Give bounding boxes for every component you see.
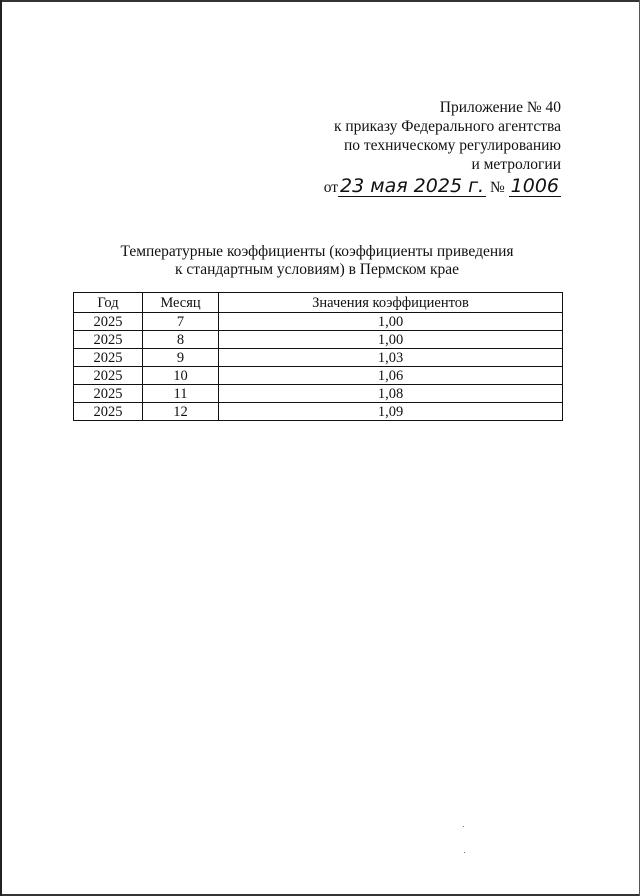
title-line-1: Температурные коэффициенты (коэффициенты приведения (120, 243, 514, 260)
cell-year: 2025 (74, 385, 143, 403)
header-month: Месяц (143, 293, 219, 313)
agency-name-line-end: и метрологии (471, 156, 561, 173)
scan-speck (463, 826, 464, 827)
table-header-row (74, 293, 563, 313)
cell-month: 8 (143, 331, 219, 349)
cell-month: 7 (143, 313, 219, 331)
order-date-prefix: от (323, 179, 339, 196)
table-row (74, 349, 563, 367)
cell-year: 2025 (74, 331, 143, 349)
order-reference: к приказу Федерального агентства (333, 118, 561, 135)
cell-month: 11 (143, 385, 219, 403)
cell-year: 2025 (74, 349, 143, 367)
cell-coefficient: 1,08 (219, 385, 563, 403)
order-number-label: № (489, 179, 505, 196)
cell-coefficient: 1,00 (219, 331, 563, 349)
table-row (74, 403, 563, 421)
table-row (74, 385, 563, 403)
appendix-header (324, 98, 561, 197)
agency-name-line: по техническому регулированию (343, 137, 561, 154)
header-coefficient-values: Значения коэффициентов (219, 293, 563, 313)
cell-year: 2025 (74, 313, 143, 331)
cell-year: 2025 (74, 403, 143, 421)
cell-month: 12 (143, 403, 219, 421)
cell-coefficient: 1,06 (219, 367, 563, 385)
cell-coefficient: 1,09 (219, 403, 563, 421)
title-line-2: к стандартным условиям) в Пермском крае (175, 261, 459, 278)
handwritten-order-number: 1006 (510, 175, 559, 197)
document-title (72, 243, 562, 279)
header-year: Год (74, 293, 143, 313)
cell-month: 10 (143, 367, 219, 385)
appendix-number: Приложение № 40 (439, 99, 561, 116)
table-row (74, 367, 563, 385)
table-row (74, 331, 563, 349)
cell-coefficient: 1,00 (219, 313, 563, 331)
coefficients-table (73, 292, 563, 421)
table-row (74, 313, 563, 331)
cell-month: 9 (143, 349, 219, 367)
handwritten-order-date: 23 мая 2025 г. (340, 175, 485, 197)
order-date-number-line (324, 176, 561, 197)
cell-coefficient: 1,03 (219, 349, 563, 367)
cell-year: 2025 (74, 367, 143, 385)
scan-speck (464, 852, 465, 853)
